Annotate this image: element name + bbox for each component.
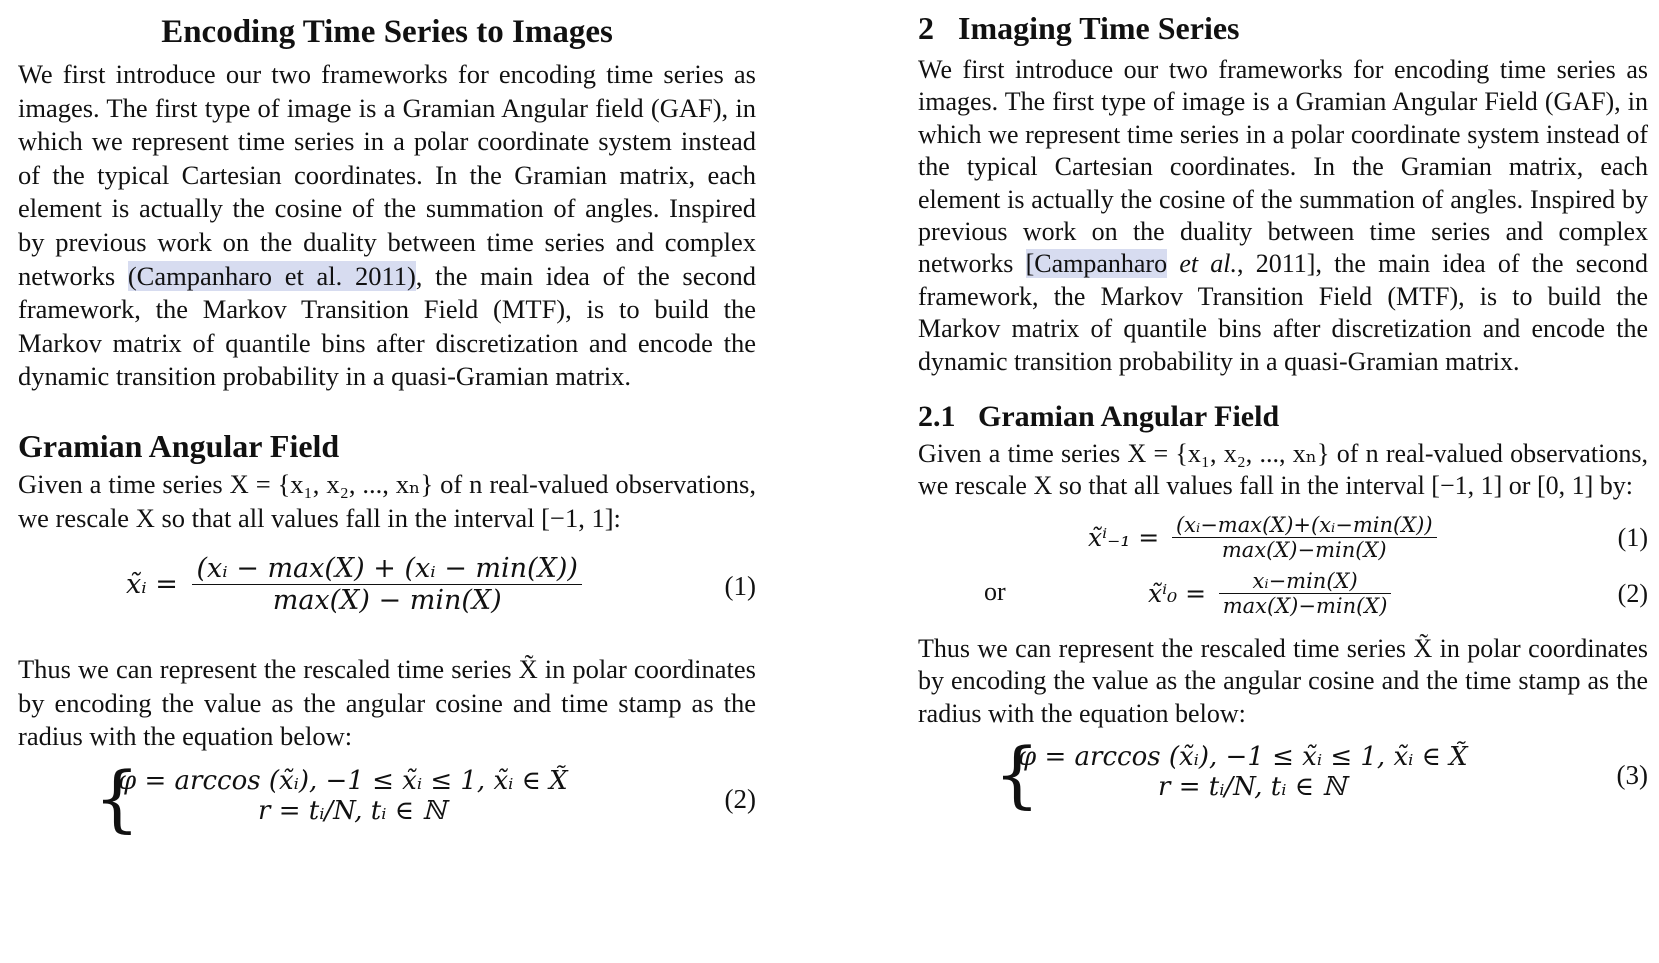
citation-year: , 2011]: [1237, 249, 1316, 279]
intro-paragraph: [18, 58, 756, 394]
citation-link[interactable]: [Campanharo: [1025, 249, 1168, 279]
equation-1-lhs: x̃ᵢ =: [126, 569, 178, 601]
intro-tail-text: , the main idea of the second framework, the Markov Transition Field (MTF), is to build the Markov matrix of quantile bins after discretization and encode the dynamic transition probability in a quasi-Gramian matrix.: [918, 249, 1648, 376]
equation-1-numerator: (xᵢ − max(X) + (xᵢ − min(X)): [192, 553, 581, 585]
equation-1-fraction: [1172, 513, 1437, 562]
polar-paragraph: Thus we can represent the rescaled time series X̃ in polar coordinates by encoding the value as the angular cosine and time stamp as the radius with the equation below:: [18, 654, 756, 752]
subsection-number: 2.1: [918, 400, 956, 434]
intro-tail-text: , the main idea of the second framework, the Markov Transition Field (MTF), is to build the Markov matrix of quantile bins after discretization and encode the dynamic transition probability in a quasi-Gramian matrix.: [18, 260, 756, 392]
equation-2-lhs: x̃ⁱ₀ =: [1148, 578, 1207, 608]
equation-2-denominator: max(X)−min(X): [1222, 593, 1388, 618]
page-title: Encoding Time Series to Images: [161, 14, 613, 50]
polar-paragraph: Thus we can represent the rescaled time series X̃ in polar coordinates by encoding the value as the angular cosine and the time stamp as the radius with the equation below:: [918, 633, 1648, 728]
equation-1-label: (1): [1617, 522, 1648, 552]
equation-2-numerator: xᵢ−min(X): [1219, 569, 1392, 594]
equation-1-denominator: max(X) − min(X): [272, 585, 502, 617]
equation-2-label: (2): [1617, 578, 1648, 608]
intro-paragraph: [918, 54, 1648, 378]
subsection-title: Gramian Angular Field: [978, 400, 1280, 434]
section-heading-gaf: Gramian Angular Field: [18, 427, 340, 464]
right-column: [918, 0, 1648, 832]
equation-3-label: (3): [1616, 760, 1648, 791]
equation-2: [918, 567, 1648, 623]
equation-1: [918, 511, 1648, 567]
equation-3-line-1: φ = arccos (x̃ᵢ), −1 ≤ x̃ᵢ ≤ 1, x̃ᵢ ∈ X̃: [1018, 742, 1468, 773]
equation-2-line-1: φ = arccos (x̃ᵢ), −1 ≤ x̃ᵢ ≤ 1, x̃ᵢ ∈ X̃: [118, 765, 568, 796]
gaf-paragraph: Given a time series X = {x₁, x₂, ..., xₙ} of n real-valued observations, we rescale X so that all values fall in the interval [−1, 1]:: [18, 468, 756, 533]
section-heading: [918, 6, 1648, 50]
equation-2-line-2: r = tᵢ/N, tᵢ ∈ ℕ: [258, 795, 447, 826]
section-title: Imaging Time Series: [958, 10, 1240, 46]
equation-2-or: or: [984, 576, 1006, 606]
equation-3-line-2: r = tᵢ/N, tᵢ ∈ ℕ: [1158, 772, 1347, 803]
citation-link[interactable]: (Campanharo et al. 2011): [127, 260, 416, 291]
citation-etal: et al.: [1179, 249, 1238, 279]
intro-text: We first introduce our two frameworks for encoding time series as images. The first type of image is a Gramian Angular Field (GAF), in which we represent time series in a polar coordinate system instead of the typical Cartesian coordinates. In the Gramian matrix, each element is actually the cosine of the summation of angles. Inspired by previous work on the duality between time series and complex networks: [918, 55, 1648, 279]
gaf-paragraph: Given a time series X = {x₁, x₂, ..., xₙ} of n real-valued observations, we rescale X so that all values fall in the interval [−1, 1] or [0, 1] by:: [918, 439, 1648, 501]
equation-2-fraction: [1219, 569, 1392, 618]
equation-3: [918, 732, 1648, 832]
equation-1-denominator: max(X)−min(X): [1221, 537, 1387, 562]
equation-1-label: (1): [724, 571, 756, 602]
equation-2-brace: {: [94, 755, 140, 840]
intro-text: We first introduce our two frameworks for encoding time series as images. The first type of image is a Gramian Angular field (GAF), in which we represent time series in a polar coordinate system instead of the typical Cartesian coordinates. In the Gramian matrix, each element is actually the cosine of the summation of angles. Inspired by previous work on the duality between time series and complex networks: [18, 59, 756, 291]
equation-3-brace: {: [994, 732, 1040, 817]
left-column: [18, 0, 756, 856]
equation-1: [18, 545, 756, 645]
equation-1-lhs: x̃ⁱ₋₁ =: [1088, 522, 1160, 552]
equation-1-fraction: [192, 553, 581, 616]
equation-2-label: (2): [724, 783, 756, 814]
subsection-heading: [918, 396, 1648, 438]
equation-2: [18, 755, 756, 856]
section-number: 2: [918, 10, 934, 46]
equation-1-numerator: (xᵢ−max(X)+(xᵢ−min(X)): [1172, 513, 1437, 538]
